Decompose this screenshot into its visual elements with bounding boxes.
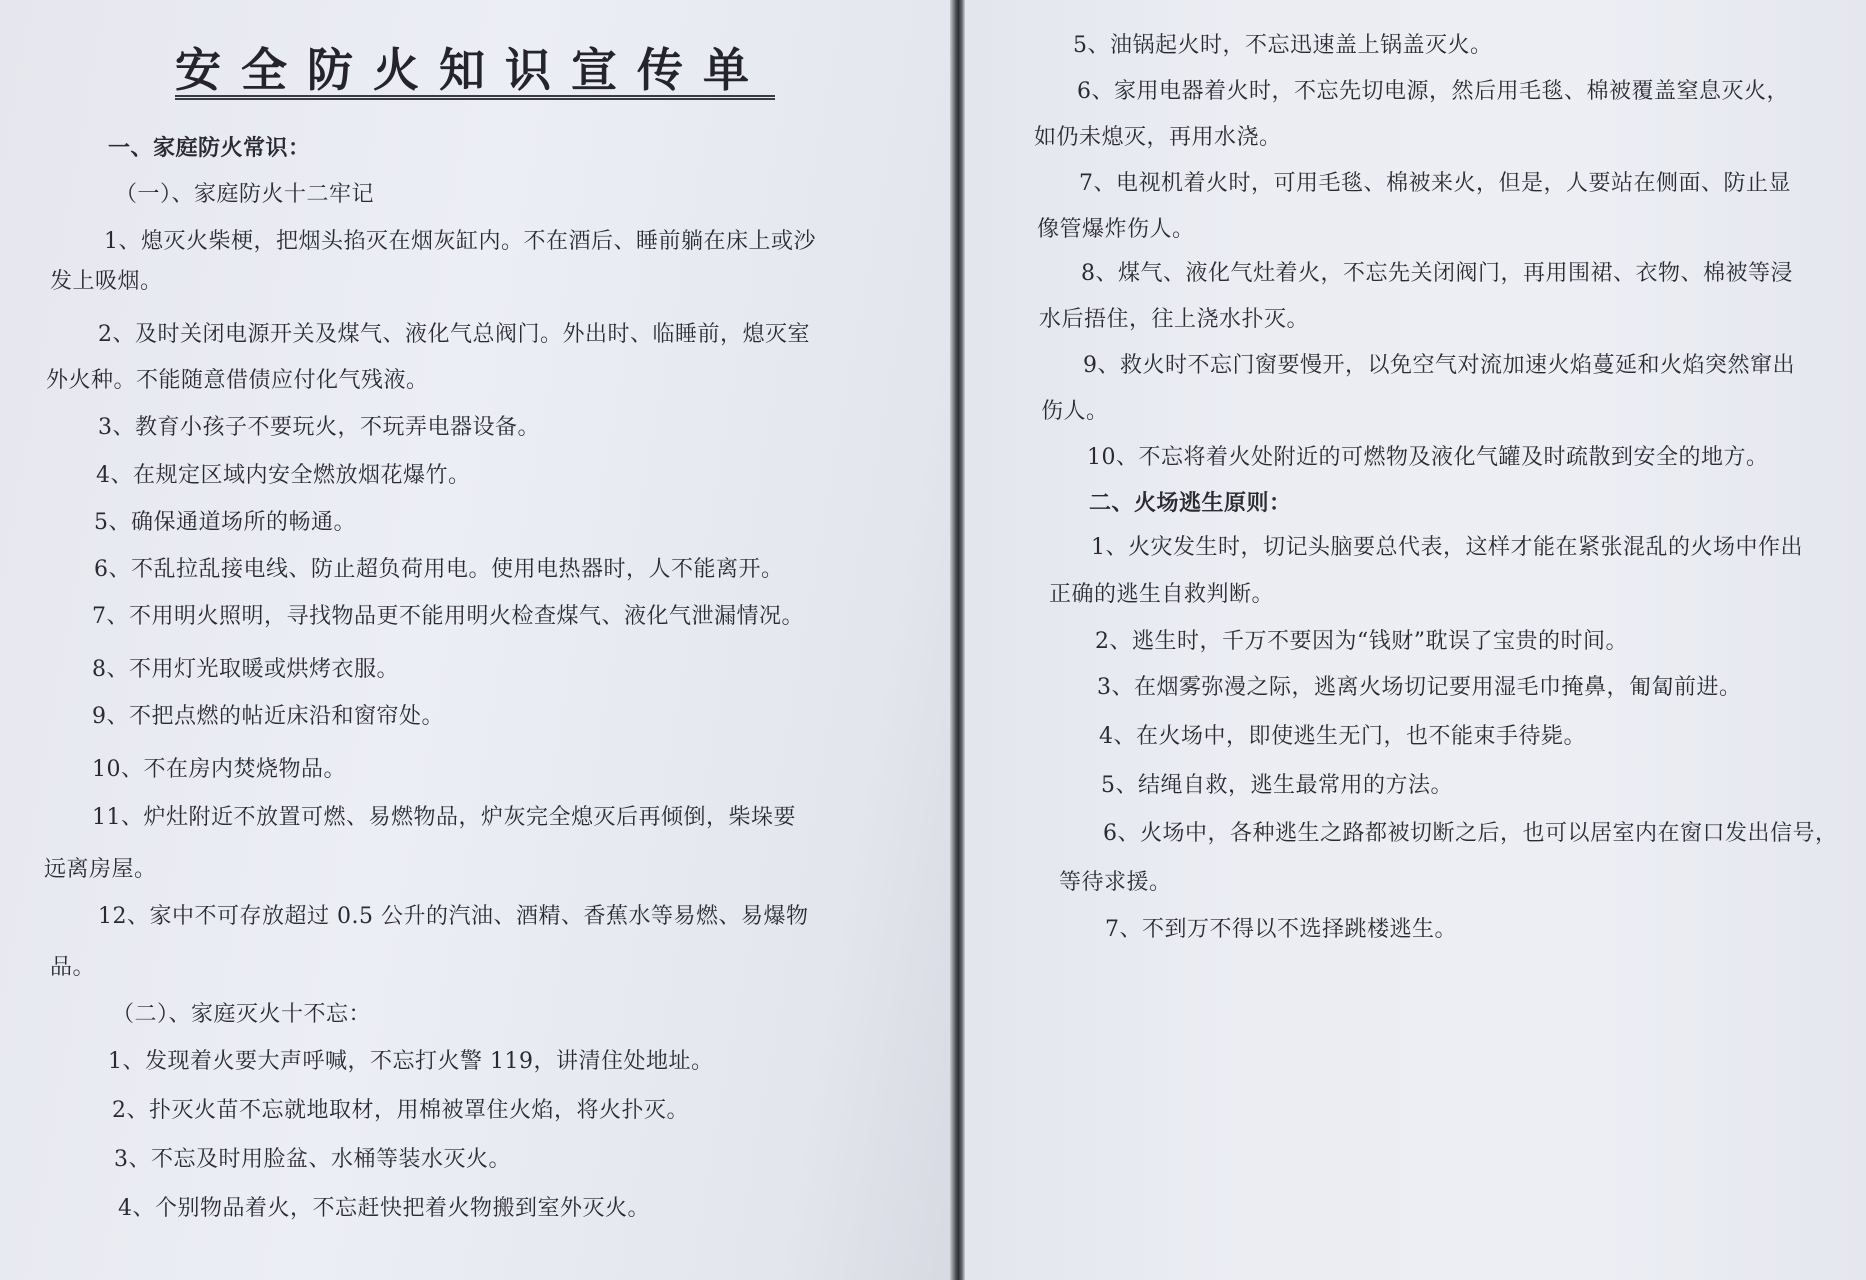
text-line: 品。 <box>50 955 96 980</box>
text-line: 4、在规定区域内安全燃放烟花爆竹。 <box>96 463 471 488</box>
text-line: 4、个别物品着火，不忘赶快把着火物搬到室外灭火。 <box>118 1196 650 1221</box>
text-line: 5、结绳自救，逃生最常用的方法。 <box>1101 773 1453 798</box>
text-line: 发上吸烟。 <box>50 269 163 294</box>
text-line: 2、及时关闭电源开关及煤气、液化气总阀门。外出时、临睡前，熄灭室 <box>98 322 810 347</box>
section-heading: 一、家庭防火常识： <box>108 135 311 161</box>
text-line: （一）、家庭防火十二牢记 <box>115 182 375 207</box>
text-line: 3、教育小孩子不要玩火，不玩弄电器设备。 <box>98 415 540 440</box>
text-line: 9、不把点燃的帖近床沿和窗帘处。 <box>92 704 444 729</box>
text-line: 10、不在房内焚烧物品。 <box>92 757 346 782</box>
text-line: 8、煤气、液化气灶着火，不忘先关闭阀门，再用围裙、衣物、棉被等浸 <box>1081 261 1793 286</box>
text-line: 1、熄灭火柴梗，把烟头掐灭在烟灰缸内。不在酒后、睡前躺在床上或沙 <box>104 229 816 254</box>
text-line: 4、在火场中，即使逃生无门，也不能束手待毙。 <box>1099 724 1586 749</box>
text-line: 5、油锅起火时，不忘迅速盖上锅盖灭火。 <box>1073 33 1493 58</box>
text-line: 伤人。 <box>1041 399 1109 424</box>
text-line: 6、火场中，各种逃生之路都被切断之后，也可以居室内在窗口发出信号， <box>1103 821 1838 846</box>
text-line: （二）、家庭灭火十不忘： <box>112 1002 372 1027</box>
text-line: 7、不用明火照明，寻找物品更不能用明火检查煤气、液化气泄漏情况。 <box>92 604 804 629</box>
page-title: 安全防火知识宣传单 <box>175 43 769 97</box>
text-line: 远离房屋。 <box>44 857 157 882</box>
text-line: 11、炉灶附近不放置可燃、易燃物品，炉灰完全熄灭后再倾倒，柴垛要 <box>92 805 796 830</box>
text-line: 7、电视机着火时，可用毛毯、棉被来火，但是，人要站在侧面、防止显 <box>1079 171 1791 196</box>
title-underline <box>175 95 775 100</box>
text-line: 1、发现着火要大声呼喊，不忘打火警 119，讲清住处地址。 <box>108 1049 714 1074</box>
text-line: 等待求援。 <box>1059 870 1172 895</box>
text-line: 3、在烟雾弥漫之际，逃离火场切记要用湿毛巾掩鼻，匍匐前进。 <box>1097 675 1742 700</box>
text-line: 12、家中不可存放超过 0.5 公升的汽油、酒精、香蕉水等易燃、易爆物 <box>98 904 809 929</box>
text-line: 5、确保通道场所的畅通。 <box>94 510 356 535</box>
text-line: 水后捂住，往上浇水扑灭。 <box>1039 307 1310 332</box>
text-line: 8、不用灯光取暖或烘烤衣服。 <box>92 657 399 682</box>
text-line: 6、不乱拉乱接电线、防止超负荷用电。使用电热器时，人不能离开。 <box>94 557 784 582</box>
text-line: 6、家用电器着火时，不忘先切电源，然后用毛毯、棉被覆盖窒息灭火， <box>1077 79 1789 104</box>
text-line: 外火种。不能随意借债应付化气残液。 <box>46 368 429 393</box>
text-line: 10、不忘将着火处附近的可燃物及液化气罐及时疏散到安全的地方。 <box>1087 445 1769 470</box>
text-line: 3、不忘及时用脸盆、水桶等装水灭火。 <box>114 1147 511 1172</box>
section-heading: 二、火场逃生原则： <box>1089 490 1292 516</box>
text-line: 9、救火时不忘门窗要慢开，以免空气对流加速火焰蔓延和火焰突然窜出 <box>1083 353 1795 378</box>
text-line: 2、逃生时，千万不要因为“钱财”耽误了宝贵的时间。 <box>1095 629 1628 654</box>
text-line: 7、不到万不得以不选择跳楼逃生。 <box>1105 917 1457 942</box>
text-line: 如仍未熄灭，再用水浇。 <box>1034 125 1282 150</box>
text-line: 像管爆炸伤人。 <box>1037 217 1195 242</box>
page-gutter <box>950 0 965 1280</box>
right-page <box>965 0 1866 1280</box>
text-line: 2、扑灭火苗不忘就地取材，用棉被罩住火焰，将火扑灭。 <box>112 1098 689 1123</box>
text-line: 1、火灾发生时，切记头脑要总代表，这样才能在紧张混乱的火场中作出 <box>1091 535 1803 560</box>
text-line: 正确的逃生自救判断。 <box>1049 582 1275 607</box>
